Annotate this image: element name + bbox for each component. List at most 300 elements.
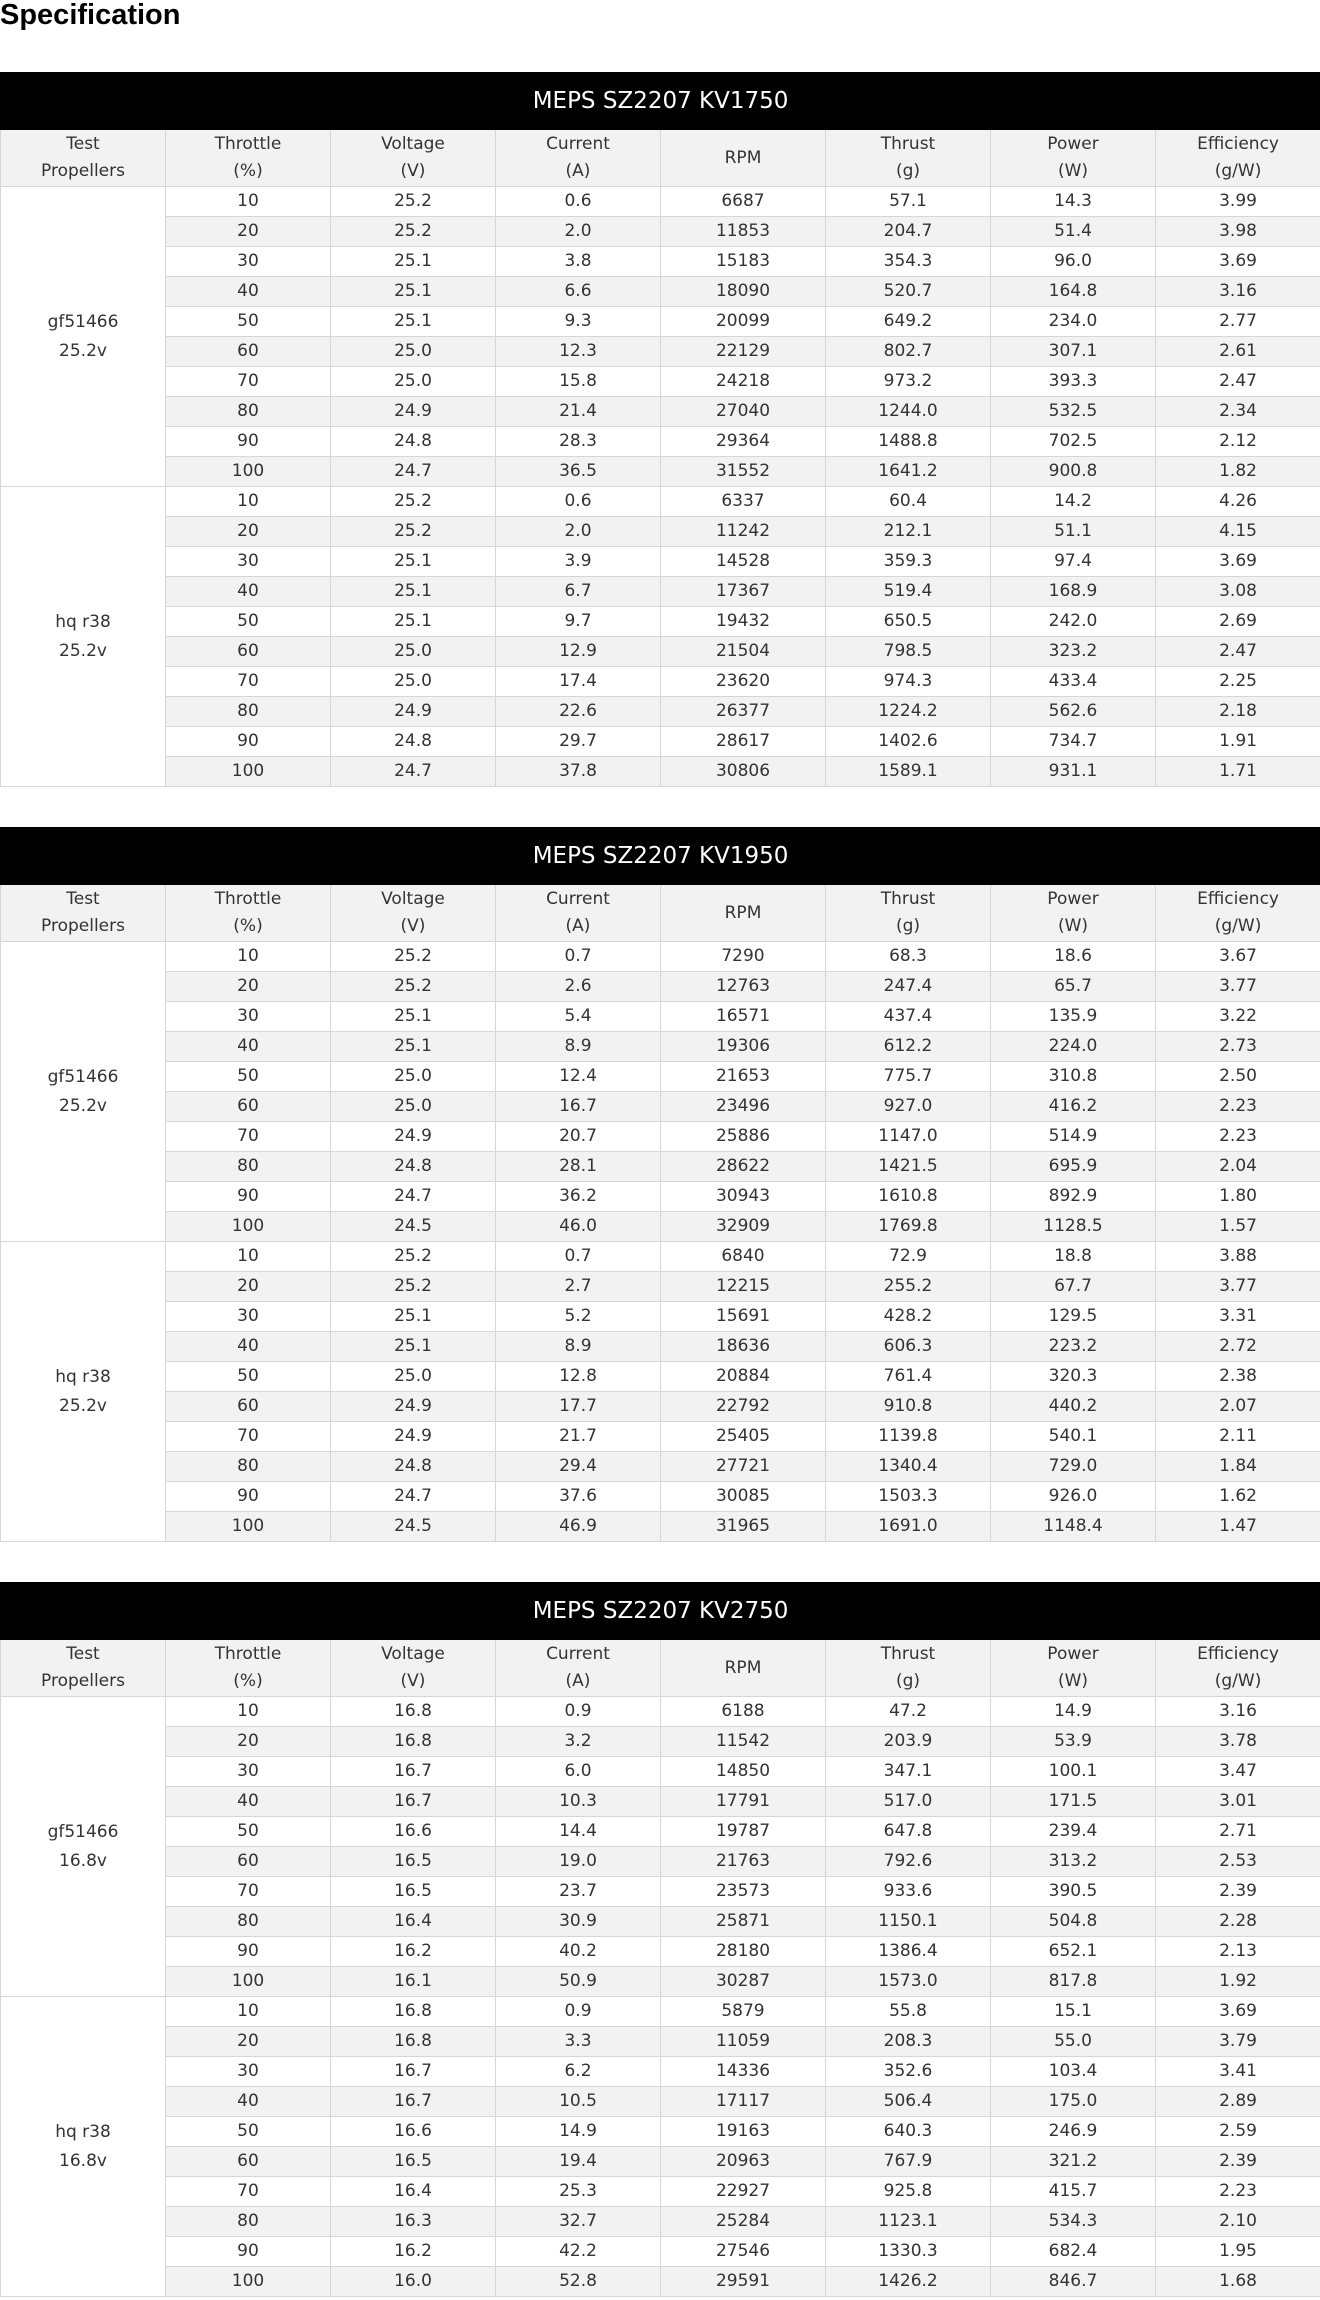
column-header-line: Throttle — [214, 1644, 282, 1664]
table-cell: 15183 — [661, 247, 826, 277]
table-cell: 70 — [166, 367, 331, 397]
table-row — [1, 1182, 1320, 1212]
table-row — [1, 307, 1320, 337]
table-row — [1, 2087, 1320, 2117]
propeller-name: hq r38 — [55, 1366, 111, 1387]
table-cell: 20 — [166, 972, 331, 1002]
table-cell: 24.9 — [331, 1392, 496, 1422]
propeller-group-cell — [1, 1697, 166, 1997]
table-cell: 817.8 — [991, 1967, 1156, 1997]
table-cell: 46.0 — [496, 1212, 661, 1242]
propeller-voltage: 25.2v — [59, 1395, 107, 1416]
table-cell: 1.62 — [1156, 1482, 1320, 1512]
table-cell: 1503.3 — [826, 1482, 991, 1512]
table-cell: 2.0 — [496, 217, 661, 247]
table-cell: 892.9 — [991, 1182, 1156, 1212]
table-cell: 96.0 — [991, 247, 1156, 277]
table-row — [1, 517, 1320, 547]
table-cell: 11853 — [661, 217, 826, 247]
table-cell: 55.0 — [991, 2027, 1156, 2057]
table-cell: 20 — [166, 2027, 331, 2057]
table-cell: 60 — [166, 637, 331, 667]
table-cell: 3.69 — [1156, 247, 1320, 277]
table-row — [1, 367, 1320, 397]
column-header-line: Propellers — [41, 1671, 125, 1691]
table-cell: 3.98 — [1156, 217, 1320, 247]
table-cell: 40.2 — [496, 1937, 661, 1967]
table-cell: 19787 — [661, 1817, 826, 1847]
table-row — [1, 1362, 1320, 1392]
column-header-line: Efficiency — [1197, 889, 1279, 909]
table-cell: 10 — [166, 187, 331, 217]
column-header-line: Thrust — [880, 134, 936, 154]
table-cell: 50 — [166, 1817, 331, 1847]
table-cell: 20 — [166, 217, 331, 247]
table-row — [1, 247, 1320, 277]
table-row — [1, 457, 1320, 487]
table-cell: 212.1 — [826, 517, 991, 547]
column-header-line: Propellers — [41, 161, 125, 181]
table-cell: 0.7 — [496, 942, 661, 972]
table-cell: 1.57 — [1156, 1212, 1320, 1242]
table-cell: 1330.3 — [826, 2237, 991, 2267]
table-cell: 25.1 — [331, 277, 496, 307]
table-cell: 925.8 — [826, 2177, 991, 2207]
table-cell: 3.69 — [1156, 547, 1320, 577]
table-row — [1, 942, 1320, 972]
table-cell: 14.9 — [991, 1697, 1156, 1727]
column-header-line: Power — [1047, 889, 1099, 909]
table-cell: 1488.8 — [826, 427, 991, 457]
table-cell: 97.4 — [991, 547, 1156, 577]
column-header-line: (A) — [565, 161, 591, 181]
table-cell: 3.41 — [1156, 2057, 1320, 2087]
table-cell: 90 — [166, 1937, 331, 1967]
table-cell: 24.7 — [331, 1482, 496, 1512]
table-cell: 14850 — [661, 1757, 826, 1787]
table-cell: 1.82 — [1156, 457, 1320, 487]
table-cell: 2.25 — [1156, 667, 1320, 697]
table-cell: 3.77 — [1156, 972, 1320, 1002]
table-cell: 255.2 — [826, 1272, 991, 1302]
table-cell: 30 — [166, 1002, 331, 1032]
table-cell: 2.47 — [1156, 367, 1320, 397]
table-cell: 2.53 — [1156, 1847, 1320, 1877]
table-cell: 1691.0 — [826, 1512, 991, 1542]
table-cell: 652.1 — [991, 1937, 1156, 1967]
table-cell: 103.4 — [991, 2057, 1156, 2087]
table-row — [1, 1847, 1320, 1877]
table-cell: 37.6 — [496, 1482, 661, 1512]
table-cell: 1.91 — [1156, 727, 1320, 757]
table-cell: 415.7 — [991, 2177, 1156, 2207]
column-header — [331, 885, 496, 942]
table-cell: 1150.1 — [826, 1907, 991, 1937]
table-cell: 16.6 — [331, 2117, 496, 2147]
table-cell: 640.3 — [826, 2117, 991, 2147]
table-cell: 30 — [166, 1302, 331, 1332]
table-cell: 16.7 — [331, 1757, 496, 1787]
table-row — [1, 1697, 1320, 1727]
table-cell: 506.4 — [826, 2087, 991, 2117]
table-cell: 16.8 — [331, 1697, 496, 1727]
table-cell: 55.8 — [826, 1997, 991, 2027]
column-header-line: Power — [1047, 134, 1099, 154]
column-header-line: (%) — [233, 161, 263, 181]
column-header-row — [1, 130, 1320, 187]
table-cell: 25.2 — [331, 217, 496, 247]
table-cell: 16.2 — [331, 1937, 496, 1967]
column-header — [826, 885, 991, 942]
propeller-voltage: 25.2v — [59, 640, 107, 661]
table-cell: 80 — [166, 1452, 331, 1482]
column-header — [331, 1640, 496, 1697]
table-cell: 6.7 — [496, 577, 661, 607]
table-cell: 23573 — [661, 1877, 826, 1907]
table-row — [1, 1122, 1320, 1152]
table-cell: 2.59 — [1156, 2117, 1320, 2147]
table-cell: 100.1 — [991, 1757, 1156, 1787]
table-cell: 60 — [166, 1092, 331, 1122]
table-cell: 16.0 — [331, 2267, 496, 2297]
table-cell: 30 — [166, 247, 331, 277]
table-cell: 2.0 — [496, 517, 661, 547]
propeller-name: hq r38 — [55, 2121, 111, 2142]
table-cell: 90 — [166, 2237, 331, 2267]
table-cell: 3.99 — [1156, 187, 1320, 217]
table-cell: 514.9 — [991, 1122, 1156, 1152]
table-cell: 10 — [166, 1242, 331, 1272]
table-cell: 24.8 — [331, 1452, 496, 1482]
table-cell: 25.0 — [331, 1362, 496, 1392]
table-cell: 802.7 — [826, 337, 991, 367]
table-row — [1, 1817, 1320, 1847]
column-header-line: (g) — [895, 161, 921, 181]
table-cell: 47.2 — [826, 1697, 991, 1727]
table-cell: 204.7 — [826, 217, 991, 247]
table-cell: 25.1 — [331, 247, 496, 277]
column-header-line: (V) — [400, 1671, 426, 1691]
table-cell: 11242 — [661, 517, 826, 547]
table-cell: 16.8 — [331, 1727, 496, 1757]
column-header-line: (%) — [233, 1671, 263, 1691]
column-header — [661, 130, 826, 187]
table-cell: 0.9 — [496, 1697, 661, 1727]
table-cell: 25405 — [661, 1422, 826, 1452]
column-header — [826, 130, 991, 187]
table-cell: 792.6 — [826, 1847, 991, 1877]
table-cell: 517.0 — [826, 1787, 991, 1817]
table-cell: 223.2 — [991, 1332, 1156, 1362]
column-header — [1156, 885, 1320, 942]
table-cell: 100 — [166, 457, 331, 487]
table-cell: 359.3 — [826, 547, 991, 577]
table-cell: 80 — [166, 1152, 331, 1182]
table-cell: 3.01 — [1156, 1787, 1320, 1817]
table-row — [1, 2147, 1320, 2177]
table-cell: 10 — [166, 942, 331, 972]
table-cell: 18636 — [661, 1332, 826, 1362]
table-cell: 16.5 — [331, 2147, 496, 2177]
table-cell: 27721 — [661, 1452, 826, 1482]
table-cell: 53.9 — [991, 1727, 1156, 1757]
table-cell: 3.67 — [1156, 942, 1320, 972]
table-cell: 2.38 — [1156, 1362, 1320, 1392]
column-header — [496, 130, 661, 187]
table-cell: 433.4 — [991, 667, 1156, 697]
table-cell: 1123.1 — [826, 2207, 991, 2237]
table-cell: 70 — [166, 1422, 331, 1452]
table-cell: 3.08 — [1156, 577, 1320, 607]
table-cell: 2.34 — [1156, 397, 1320, 427]
table-cell: 310.8 — [991, 1062, 1156, 1092]
column-header-line: (%) — [233, 916, 263, 936]
table-cell: 9.3 — [496, 307, 661, 337]
column-header — [661, 1640, 826, 1697]
table-row — [1, 1032, 1320, 1062]
column-header — [991, 885, 1156, 942]
table-cell: 926.0 — [991, 1482, 1156, 1512]
propeller-voltage: 16.8v — [59, 1850, 107, 1871]
table-cell: 1610.8 — [826, 1182, 991, 1212]
table-row — [1, 1482, 1320, 1512]
table-cell: 3.8 — [496, 247, 661, 277]
table-title-row — [1, 73, 1320, 130]
table-cell: 534.3 — [991, 2207, 1156, 2237]
table-cell: 246.9 — [991, 2117, 1156, 2147]
table-cell: 28.1 — [496, 1152, 661, 1182]
table-cell: 29.7 — [496, 727, 661, 757]
column-header — [1156, 130, 1320, 187]
table-row — [1, 187, 1320, 217]
column-header-line: (g/W) — [1214, 1671, 1262, 1691]
table-cell: 9.7 — [496, 607, 661, 637]
table-row — [1, 2117, 1320, 2147]
table-row — [1, 337, 1320, 367]
table-cell: 18.6 — [991, 942, 1156, 972]
table-cell: 650.5 — [826, 607, 991, 637]
table-cell: 2.61 — [1156, 337, 1320, 367]
table-title: MEPS SZ2207 KV2750 — [1, 1583, 1320, 1640]
table-cell: 2.28 — [1156, 1907, 1320, 1937]
column-header — [991, 130, 1156, 187]
table-cell: 927.0 — [826, 1092, 991, 1122]
table-cell: 14.3 — [991, 187, 1156, 217]
table-cell: 6337 — [661, 487, 826, 517]
column-header — [1, 130, 166, 187]
table-row — [1, 1967, 1320, 1997]
table-cell: 2.39 — [1156, 2147, 1320, 2177]
table-cell: 31965 — [661, 1512, 826, 1542]
table-cell: 50 — [166, 307, 331, 337]
table-cell: 734.7 — [991, 727, 1156, 757]
table-cell: 2.7 — [496, 1272, 661, 1302]
table-cell: 25.0 — [331, 337, 496, 367]
table-cell: 347.1 — [826, 1757, 991, 1787]
table-cell: 1573.0 — [826, 1967, 991, 1997]
table-cell: 30806 — [661, 757, 826, 787]
table-cell: 1386.4 — [826, 1937, 991, 1967]
table-cell: 19.4 — [496, 2147, 661, 2177]
propeller-name: gf51466 — [47, 1066, 119, 1087]
table-cell: 50 — [166, 1362, 331, 1392]
table-cell: 90 — [166, 727, 331, 757]
table-cell: 21.7 — [496, 1422, 661, 1452]
column-header-line: (A) — [565, 916, 591, 936]
table-cell: 0.9 — [496, 1997, 661, 2027]
table-cell: 25.2 — [331, 187, 496, 217]
table-cell: 23496 — [661, 1092, 826, 1122]
table-cell: 1.95 — [1156, 2237, 1320, 2267]
column-header-line: (W) — [1057, 1671, 1089, 1691]
table-cell: 10 — [166, 1997, 331, 2027]
table-cell: 51.4 — [991, 217, 1156, 247]
table-row — [1, 2237, 1320, 2267]
table-cell: 129.5 — [991, 1302, 1156, 1332]
table-cell: 16.8 — [331, 1997, 496, 2027]
table-cell: 973.2 — [826, 367, 991, 397]
table-cell: 21504 — [661, 637, 826, 667]
table-cell: 974.3 — [826, 667, 991, 697]
table-cell: 12215 — [661, 1272, 826, 1302]
table-row — [1, 1877, 1320, 1907]
table-cell: 6.6 — [496, 277, 661, 307]
table-cell: 3.16 — [1156, 1697, 1320, 1727]
table-cell: 11542 — [661, 1727, 826, 1757]
table-cell: 1402.6 — [826, 727, 991, 757]
table-cell: 17.4 — [496, 667, 661, 697]
column-header-line: Current — [546, 134, 610, 154]
table-cell: 846.7 — [991, 2267, 1156, 2297]
table-cell: 24.5 — [331, 1512, 496, 1542]
table-cell: 42.2 — [496, 2237, 661, 2267]
table-row — [1, 2177, 1320, 2207]
table-cell: 25871 — [661, 1907, 826, 1937]
table-cell: 25.1 — [331, 547, 496, 577]
column-header-line: Voltage — [381, 134, 445, 154]
table-cell: 931.1 — [991, 757, 1156, 787]
table-cell: 29.4 — [496, 1452, 661, 1482]
table-cell: 60 — [166, 1392, 331, 1422]
table-cell: 30287 — [661, 1967, 826, 1997]
column-header — [166, 885, 331, 942]
table-cell: 11059 — [661, 2027, 826, 2057]
table-cell: 1769.8 — [826, 1212, 991, 1242]
table-cell: 22792 — [661, 1392, 826, 1422]
table-cell: 28622 — [661, 1152, 826, 1182]
table-cell: 2.12 — [1156, 427, 1320, 457]
table-cell: 18090 — [661, 277, 826, 307]
table-cell: 3.3 — [496, 2027, 661, 2057]
table-cell: 25.2 — [331, 487, 496, 517]
table-cell: 57.1 — [826, 187, 991, 217]
table-cell: 14.2 — [991, 487, 1156, 517]
table-row — [1, 1332, 1320, 1362]
table-cell: 25.0 — [331, 367, 496, 397]
table-cell: 682.4 — [991, 2237, 1156, 2267]
table-cell: 5.2 — [496, 1302, 661, 1332]
table-cell: 933.6 — [826, 1877, 991, 1907]
column-header-row — [1, 885, 1320, 942]
table-cell: 40 — [166, 2087, 331, 2117]
table-cell: 10.3 — [496, 1787, 661, 1817]
table-title: MEPS SZ2207 KV1950 — [1, 828, 1320, 885]
table-cell: 15.8 — [496, 367, 661, 397]
table-row — [1, 2057, 1320, 2087]
table-cell: 40 — [166, 277, 331, 307]
table-cell: 25.1 — [331, 307, 496, 337]
table-row — [1, 637, 1320, 667]
table-cell: 25.0 — [331, 667, 496, 697]
column-header-line: Current — [546, 889, 610, 909]
table-cell: 3.88 — [1156, 1242, 1320, 1272]
table-cell: 2.13 — [1156, 1937, 1320, 1967]
propeller-name: gf51466 — [47, 311, 119, 332]
table-row — [1, 2207, 1320, 2237]
table-cell: 3.9 — [496, 547, 661, 577]
column-header-line: Efficiency — [1197, 134, 1279, 154]
table-cell: 203.9 — [826, 1727, 991, 1757]
table-cell: 21653 — [661, 1062, 826, 1092]
table-cell: 6840 — [661, 1242, 826, 1272]
table-cell: 2.07 — [1156, 1392, 1320, 1422]
table-cell: 25.1 — [331, 1302, 496, 1332]
column-header-line: (V) — [400, 916, 426, 936]
table-cell: 612.2 — [826, 1032, 991, 1062]
table-cell: 3.31 — [1156, 1302, 1320, 1332]
table-cell: 100 — [166, 1512, 331, 1542]
table-cell: 10 — [166, 1697, 331, 1727]
table-cell: 68.3 — [826, 942, 991, 972]
table-cell: 910.8 — [826, 1392, 991, 1422]
table-row — [1, 1787, 1320, 1817]
column-header-line: (g/W) — [1214, 916, 1262, 936]
table-cell: 6687 — [661, 187, 826, 217]
table-cell: 15.1 — [991, 1997, 1156, 2027]
table-cell: 5.4 — [496, 1002, 661, 1032]
table-cell: 1426.2 — [826, 2267, 991, 2297]
table-cell: 16.6 — [331, 1817, 496, 1847]
table-cell: 24.9 — [331, 397, 496, 427]
table-cell: 3.79 — [1156, 2027, 1320, 2057]
table-cell: 14528 — [661, 547, 826, 577]
table-row — [1, 1092, 1320, 1122]
table-cell: 24218 — [661, 367, 826, 397]
table-cell: 20963 — [661, 2147, 826, 2177]
table-cell: 1.92 — [1156, 1967, 1320, 1997]
spec-table-1 — [0, 72, 1320, 787]
table-cell: 354.3 — [826, 247, 991, 277]
table-cell: 50.9 — [496, 1967, 661, 1997]
table-cell: 6.0 — [496, 1757, 661, 1787]
spec-table-3 — [0, 1582, 1320, 2297]
table-cell: 171.5 — [991, 1787, 1156, 1817]
table-cell: 12.4 — [496, 1062, 661, 1092]
column-header-line: Thrust — [880, 1644, 936, 1664]
table-cell: 320.3 — [991, 1362, 1156, 1392]
table-cell: 16.5 — [331, 1847, 496, 1877]
table-cell: 1641.2 — [826, 457, 991, 487]
table-row — [1, 1062, 1320, 1092]
table-row — [1, 427, 1320, 457]
table-cell: 23620 — [661, 667, 826, 697]
table-cell: 32909 — [661, 1212, 826, 1242]
table-cell: 1139.8 — [826, 1422, 991, 1452]
table-cell: 25.2 — [331, 1242, 496, 1272]
column-header — [1, 1640, 166, 1697]
table-cell: 70 — [166, 2177, 331, 2207]
table-cell: 2.77 — [1156, 307, 1320, 337]
